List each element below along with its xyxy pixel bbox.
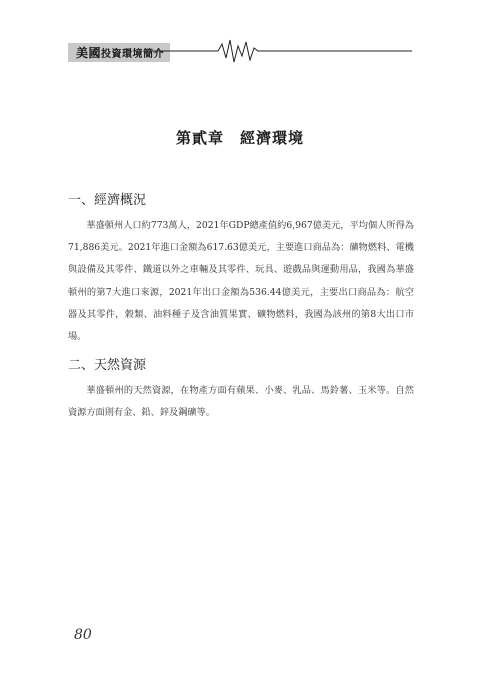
paragraph-economy: 華盛頓州人口約773萬人，2021年GDP總產值約6,967億美元，平均個人所得為71,886美元。2021年進口金額為617.63億美元，主要進口商品為：礦物燃料、電機與設備及其零件、鐵道以外之車輛及其零件、玩具、遊戲品與運動用品，我國為華盛頓州的第7大進口來源，2021年出口金額為536.44億美元，主要出口商品為：航空器及其零件，穀類、油料種子及含油質果實、礦物燃料，我國為該州的第8大出口市場。 <box>68 220 414 343</box>
section-heading-economy: 一、經濟概況 <box>68 193 147 208</box>
header-label-prefix: 美國 <box>76 46 102 60</box>
header-label-suffix: 投資環境簡介 <box>101 49 165 60</box>
chapter-title: 第貳章 經濟環境 <box>175 129 304 147</box>
header-wave-line <box>150 36 412 66</box>
section-heading-natural-resources: 二、天然資源 <box>68 358 147 373</box>
page-number: 80 <box>74 627 92 643</box>
paragraph-natural-resources: 華盛頓州的天然資源，在物產方面有蘋果、小麥、乳品、馬鈴薯、玉米等。自然資源方面則有金、鉛、鋅及鋼礦等。 <box>68 385 414 419</box>
running-header <box>0 0 480 60</box>
